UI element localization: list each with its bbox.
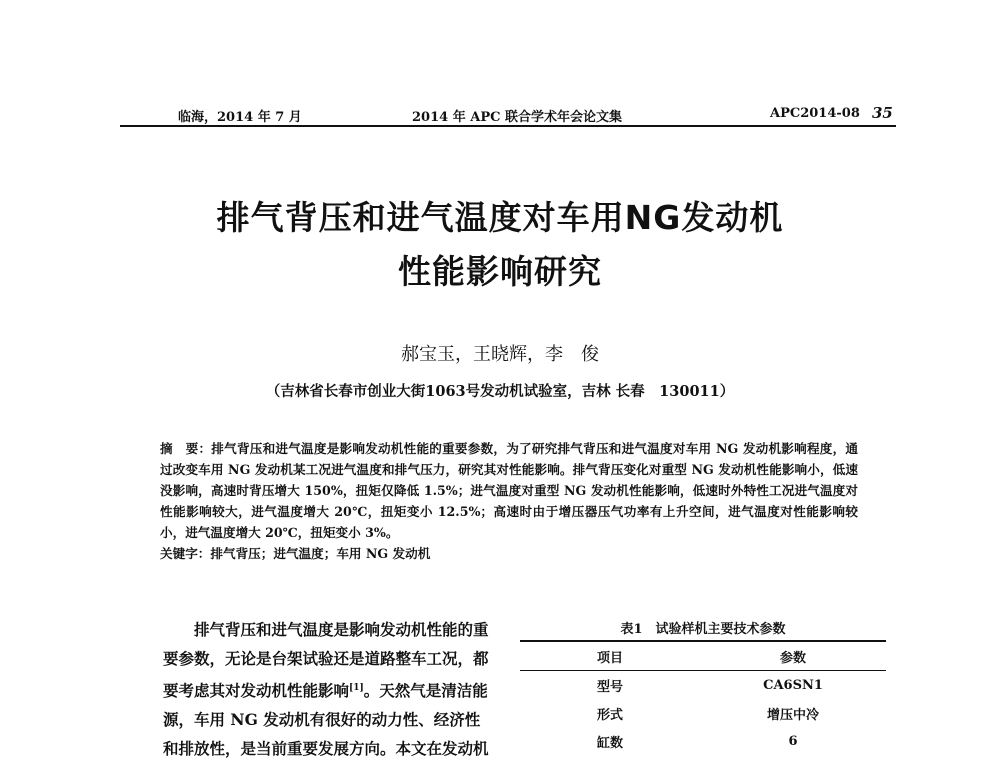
table-cell: 增压中冷 <box>766 707 819 723</box>
table-cell: 6 <box>788 733 798 749</box>
title-line-1: 排气背压和进气温度对车用NG发动机 <box>216 198 784 237</box>
body-para-1b: 。天然气是清洁能源，车用 NG 发动机有很好的动力性、经济性和排放性，是当前重要发展方向。本文在发动机 <box>163 680 489 759</box>
abstract-text: 排气背压和进气温度是影响发动机性能的重要参数，为了研究排气背压和进气温度对车用 NG 发动机影响程度，通过改变车用 NG 发动机某工况进气温度和排气压力，研究其对性能影响。排气背压变化对重型 NG 发动机性能影响小，低速没影响，高速时背压增大 150%，扭矩仅降低 1.5%；进气温度对重型 NG 发动机性能影响，低速时外特性工况进气温度对性能影响较大，进气温度增大 20℃，扭矩变小 12.5%；高速时由于增压器压气功率有上升空间，进气温度对性能影响较小，进气温度增大 20℃，扭矩变小 3%。 <box>160 441 858 540</box>
spec-table <box>520 618 886 755</box>
table-caption: 表1 试验样机主要技术参数 <box>620 622 786 637</box>
table-header: 参数 <box>779 650 806 666</box>
affiliation: （吉林省长春市创业大街1063号发动机试验室，吉林 长春 130011） <box>265 383 735 400</box>
title-line-2: 性能影响研究 <box>398 252 602 291</box>
body-text <box>163 615 493 764</box>
keywords-label: 关键字： <box>160 546 211 561</box>
table-cell: 形式 <box>596 707 623 723</box>
table-cell: 缸数 <box>596 735 623 751</box>
header-proceedings: 2014 年 APC 联合学术年会论文集 <box>412 110 622 125</box>
authors: 郝宝玉，王晓辉，李 俊 <box>401 344 599 365</box>
keywords: 排气背压；进气温度；车用 NG 发动机 <box>210 546 431 561</box>
header-rule <box>120 125 896 127</box>
page-number: 35 <box>872 104 893 122</box>
table-header-row <box>520 642 886 670</box>
header-code: APC2014-08 <box>770 106 860 121</box>
citation-ref: [1] <box>349 682 364 693</box>
abstract <box>160 438 858 564</box>
table-row <box>520 727 886 755</box>
table-row <box>520 671 886 699</box>
abstract-label: 摘 要： <box>160 441 212 456</box>
table-row <box>520 699 886 727</box>
body-para-1a: 排气背压和进气温度是影响发动机性能的重要参数，无论是台架试验还是道路整车工况，都要考虑其对发动机性能影响 <box>163 620 489 700</box>
table-header: 项目 <box>596 650 623 666</box>
table-cell: 型号 <box>596 679 623 695</box>
header-location-date: 临海，2014 年 7 月 <box>178 110 302 125</box>
table-cell: CA6SN1 <box>763 677 823 693</box>
